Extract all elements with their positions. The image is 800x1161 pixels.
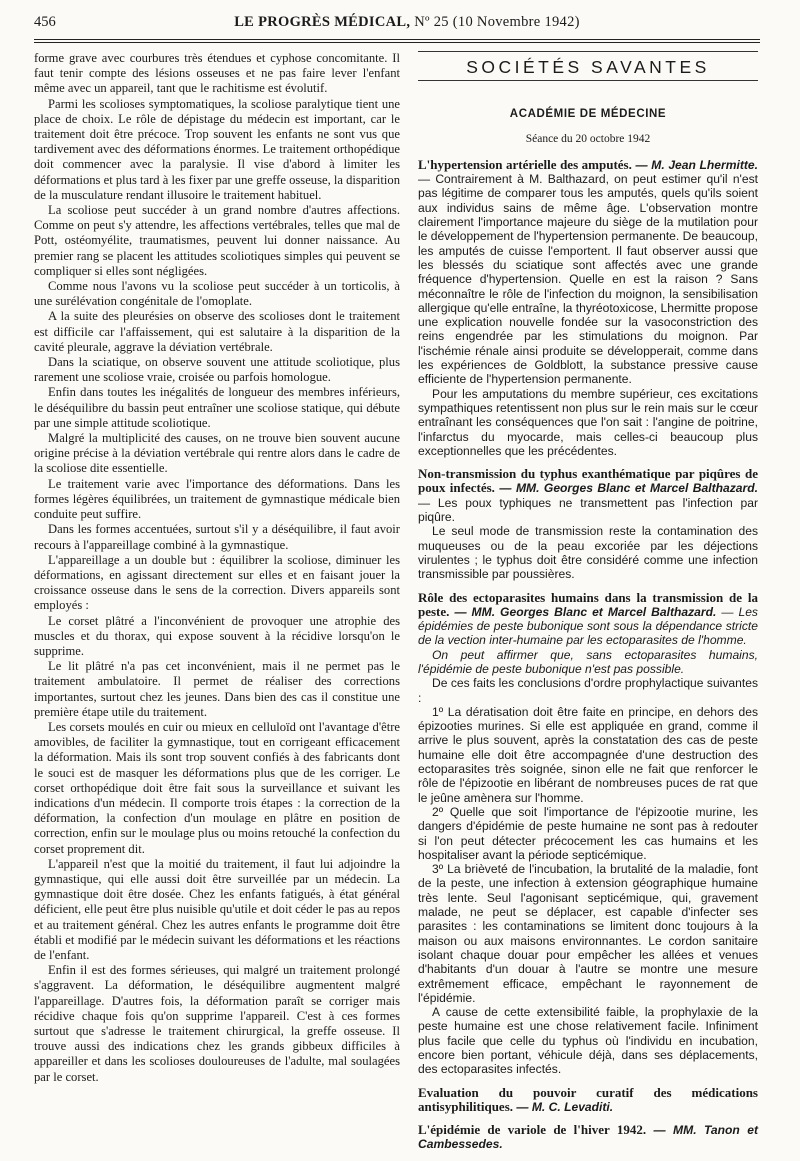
paragraph: Dans la sciatique, on observe souvent une attitude scoliotique, plus rarement une scoliose vraie, croisée ou parfois homologue. <box>34 355 400 385</box>
article-text: — Les poux typhiques ne transmettent pas l'infection par piqûre. <box>418 495 758 525</box>
article-lead <box>418 1086 758 1115</box>
article-hypertension <box>418 158 758 458</box>
article-lead <box>418 1123 758 1152</box>
paragraph: Le seul mode de transmission reste la contamination des muqueuses ou de la peau excoriée par les déjections virulentes ; le typhus doit être considéré comme une infection transmissible par poussières. <box>418 524 758 582</box>
paragraph: Le lit plâtré n'a pas cet inconvénient, mais il ne permet pas le traitement ambulatoire. Il permet de réaliser des corrections importantes, surtout chez les jeunes. Dans bien des cas il constitue une première étape utile du traitement. <box>34 659 400 719</box>
paragraph: Comme nous l'avons vu la scoliose peut succéder à un torticolis, à une surélévation congénitale de l'omoplate. <box>34 279 400 309</box>
academie-heading: ACADÉMIE DE MÉDECINE <box>509 108 667 121</box>
article-lead <box>418 467 758 524</box>
section-header <box>418 51 758 81</box>
journal-name: LE PROGRÈS MÉDICAL, <box>234 14 411 30</box>
paragraph: Malgré la multiplicité des causes, on ne trouve bien souvent aucune origine précise à la déviation vertébrale qui rentre alors dans le cadre de la scoliose dite essentielle. <box>34 431 400 476</box>
issue-info: Nº 25 (10 Novembre 1942) <box>414 14 580 30</box>
paragraph: De ces faits les conclusions d'ordre prophylactique suivantes : <box>418 676 758 705</box>
article-authors: — MM. Tanon et Cambessedes. <box>418 1123 758 1152</box>
article-text: — Contrairement à M. Balthazard, on peut estimer qu'il n'est pas légitime de comparer tous les amputés, quels qu'ils soient aux individus sains de même âge. L'observation montre clairement l'importance majeure du siège de la mutilation pour le développement de l'hypertension permanente. De beaucoup, les amputés de cuisse l'emportent. Il faut observer aussi que les blessés du sciatique sont affectés avec une grande fréquence d'hypertension. Quelle en est la raison ? Sans méconnaître le rôle de l'infection du moignon, la sensibilisation allergique qu'elle entraîne, la thyréotoxicose, Lhermitte propose une explication nouvelle fondée sur la vasoconstriction des reins engendrée par les stimulations du moignon. Par l'ischémie rénale ainsi produite se développerait, comme dans les expériences de Goldblott, la substance pressive cause efficiente de l'hypertension permanente. <box>418 172 758 387</box>
seance-date: Séance du 20 octobre 1942 <box>525 132 651 145</box>
article-authors: — MM. Georges Blanc et Marcel Balthazard. <box>499 481 758 496</box>
article-peste <box>418 591 758 1077</box>
article-lead <box>418 158 758 387</box>
paragraph: L'appareil n'est que la moitié du traitement, il faut lui adjoindre la gymnastique, qui elle aussi doit être surveillée par un médecin. La gymnastique doit être dosée. Chez les enfants fatigués, à état général déficient, elle peut être plus nuisible qu'utile et doit céder le pas au repos et au traitement général. Chez les autres enfants le programme doit être établi et modifié par le médecin suivant les déformations et les réactions de l'enfant. <box>34 856 400 962</box>
page-number: 456 <box>34 14 56 30</box>
header-rule <box>34 39 760 43</box>
article-lead <box>418 591 758 648</box>
paragraph: L'appareillage a un double but : équilibrer la scoliose, diminuer les déformations, en agissant directement sur elles et en faisant jouer la croissance osseuse dans le sens de la correction. Divers appareils sont employés : <box>34 552 400 613</box>
article-title: Rôle des ectoparasites humains dans la transmission de la peste. <box>418 589 758 619</box>
paragraph: Le corset plâtré a l'inconvénient de provoquer une atrophie des muscles et du thorax, qui expose souvent à la récidive lorsqu'on le supprime. <box>34 613 400 658</box>
paragraph: On peut affirmer que, sans ectoparasites humains, l'épidémie de peste bubonique n'est pas possible. <box>418 647 758 676</box>
paragraph: 3º La brièveté de l'incubation, la brutalité de la maladie, font de la peste, une infection à extension géographique humaine très lente. Seul l'agonisant septicémique, qui, gravement malade, ne peut se déplacer, est capable d'infecter ses parasites : les contaminations se limitent donc toujours à la maison ou aux maisons environnantes. Le cordon sanitaire isolant chaque douar pour empêcher les allées et venues d'habitants d'un douar à l'autre se montre une mesure extrêmement efficace, empêchant le rayonnement de l'épidémie. <box>418 862 758 1005</box>
paragraph: Parmi les scolioses symptomatiques, la scoliose paralytique tient une place de choix. Le rôle de dépistage du médecin est important, car le traitement doit être précoce. Trop souvent les enfants ne sont vus que tardivement avec des déformations énormes. Le traitement orthopédique doit commencer avec la paralysie. Il vise d'abord à limiter les déformations et plus tard à les fixer par une greffe osseuse, la disparition de la musculature rendant illusoire le traitement habituel. <box>34 96 400 202</box>
article-title: L'hypertension artérielle des amputés. <box>418 156 632 172</box>
paragraph: Le traitement varie avec l'importance des déformations. Dans les formes légères équilibrées, un traitement de gymnastique médicale bien conduite peut suffire. <box>34 476 400 522</box>
article-title: Non-transmission du typhus exanthématique par piqûres de poux infectés. <box>418 466 758 496</box>
article-levaditi <box>418 1086 758 1115</box>
paragraph: La scoliose peut succéder à un grand nombre d'autres affections. Comme on peut s'y attendre, les affections vertébrales, telles que mal de Pott, ostéomyélite, traumatismes, peuvent lui donner naissance. Au premier rang se placent les attitudes scoliotiques simples qui peuvent se compliquer si elles sont négligées. <box>34 203 400 278</box>
paragraph: Dans les formes accentuées, surtout s'il y a déséquilibre, il faut avoir recours à l'appareillage combiné à la gymnastique. <box>34 522 400 552</box>
article-text: — Les épidémies de peste bubonique sont sous la dépendance stricte de la vection inter-humaine par les ectoparasites de l'homme. <box>418 604 758 648</box>
paragraph: 2º Quelle que soit l'importance de l'épizootie murine, les dangers d'épidémie de peste humaine ne sont pas à redouter si l'on peut détecter précocement les cas humains et les hospitaliser avant la période septicémique. <box>418 804 758 862</box>
running-header <box>34 14 760 36</box>
paragraph: 1º La dératisation doit être faite en principe, en dehors des épizooties murines. Si elle est appliquée en grand, comme il arrive le plus souvent, après la constatation des cas de peste humaine elle doit être accompagnée d'une destruction des ectoparasites très soignée, sinon elle ne fait que renforcer le rôle de l'épizootie en libérant de nombreuses puces de rat que le jeûne amènera sur l'homme. <box>418 704 758 805</box>
paragraph: forme grave avec courbures très étendues et cyphose concomitante. Il faut tenir compte des lésions osseuses et ne pas faire lever l'enfant même avec un appareil, tant que le rachitisme est évolutif. <box>34 51 400 96</box>
article-title: L'épidémie de variole de l'hiver 1942. <box>418 1122 647 1138</box>
right-column <box>418 51 758 1161</box>
article-authors: — M. Jean Lhermitte. <box>635 157 758 172</box>
paragraph: Enfin il est des formes sérieuses, qui malgré un traitement prolongé s'aggravent. La déformation, le déséquilibre augmentent malgré l'appareillage. D'autres fois, la déformation paraît se corriger mais récidive chaque fois qu'on supprime l'appareil. C'est à ces formes surtout que s'adresse le traitement chirurgical, la greffe osseuse. Il trouve aussi des indications chez les grands gibbeux difficiles à appareiller et dans les scolioses douloureuses de l'adulte, mal soulagées par le corset. <box>34 963 400 1084</box>
article-variole <box>418 1123 758 1152</box>
article-authors: — M. C. Levaditi. <box>516 1099 614 1114</box>
paragraph: A cause de cette extensibilité faible, la prophylaxie de la peste humaine est une chose relativement facile. Infiniment plus facile que celle du typhus où l'individu en incubation, encore bien portant, véhicule déjà, dans ses déplacements, des ectoparasites infectés. <box>418 1005 758 1077</box>
paragraph: Pour les amputations du membre supérieur, ces excitations sympathiques retentissent non plus sur le rein mais sur le cœur entraînant les conséquences que l'on sait : l'angine de poitrine, l'infarctus du myocarde, mais celles-ci beaucoup plus exceptionnelles que les précédentes. <box>418 386 758 458</box>
left-column <box>34 51 400 1161</box>
journal-title <box>114 14 760 31</box>
section-title: SOCIÉTÉS SAVANTES <box>466 57 710 77</box>
paragraph: A la suite des pleurésies on observe des scolioses dont le traitement est difficile car l'affaissement, qui est salutaire à la disparition de la cavité pleurale, aggrave la déviation vertébrale. <box>34 309 400 354</box>
paragraph: Les corsets moulés en cuir ou mieux en celluloïd ont l'avantage d'être amovibles, de faciliter la gymnastique, tout en corrigeant efficacement la déformation. Mais ils sont trop souvent confiés à des fabricants dont le souci est de masquer les déformations plus que de les corriger. Le corset orthopédique doit être fait sous la surveillance et suivant les indications d'un médecin. Il comporte trois étapes : la correction de la déformation, la confection d'un moulage en plâtre en position de correction, enfin sur le moulage plus ou moins retouché la confection du corset proprement dit. <box>34 719 400 856</box>
article-authors: — MM. Georges Blanc et Marcel Balthazard. <box>454 604 717 619</box>
article-typhus <box>418 467 758 581</box>
paragraph: Enfin dans toutes les inégalités de longueur des membres inférieurs, le déséquilibre du bassin peut entraîner une scoliose statique, qui débute par une simple attitude scoliotique. <box>34 385 400 430</box>
article-title: Evaluation du pouvoir curatif des médications antisyphilitiques. <box>418 1084 758 1114</box>
two-column-body <box>34 51 760 1161</box>
